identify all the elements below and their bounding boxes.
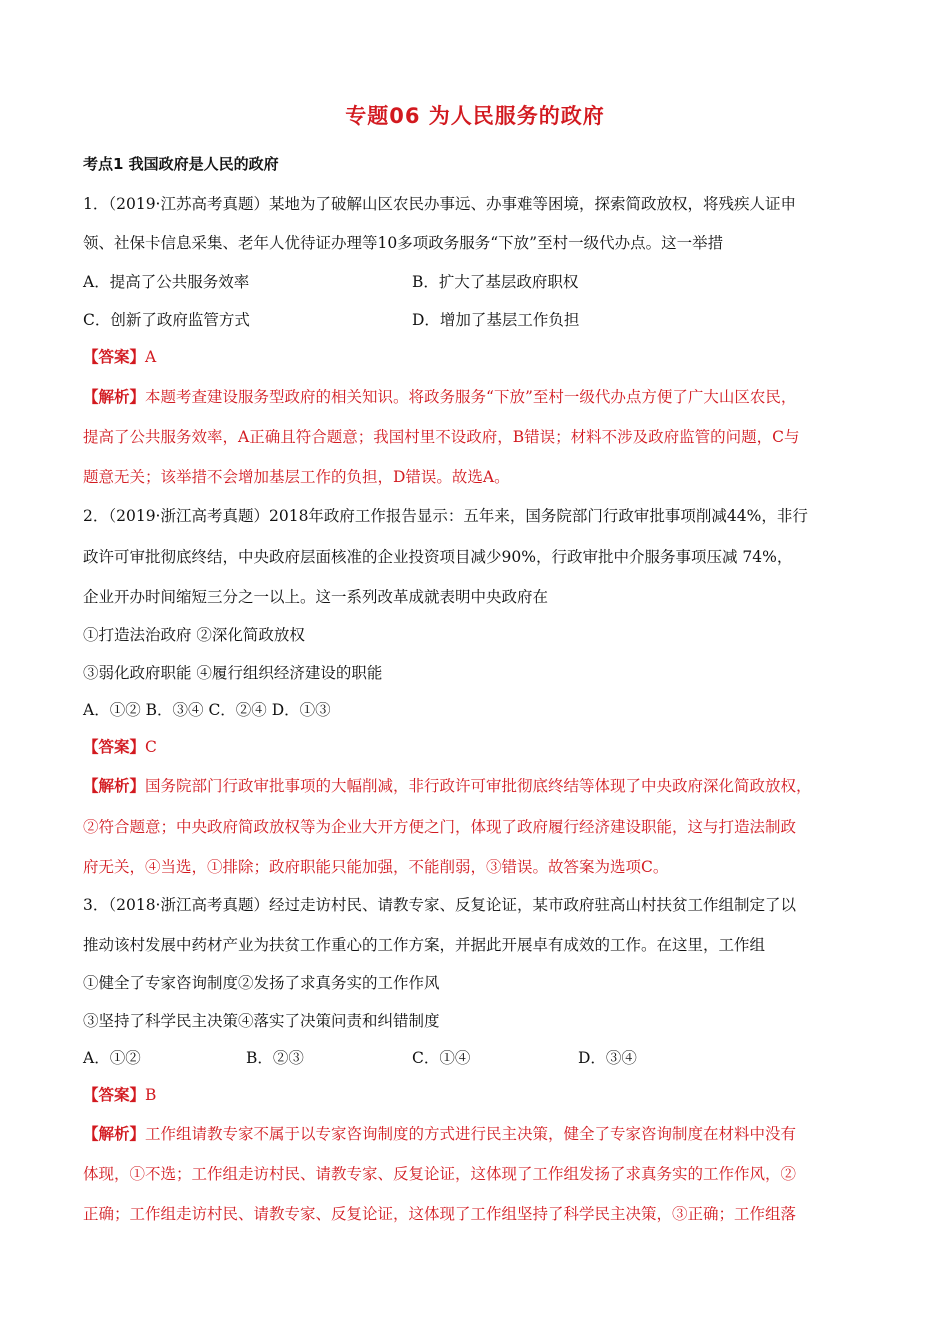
q1-option-a: A．提高了公共服务效率 <box>83 273 250 291</box>
q2-analysis-line: 府无关，④当选，①排除；政府职能只能加强，不能削弱，③错误。故答案为选项C。 <box>83 858 669 876</box>
q3-analysis-text: 工作组请教专家不属于以专家咨询制度的方式进行民主决策，健全了专家咨询制度在材料中没有 <box>145 1125 797 1143</box>
answer-tag: 【答案】 <box>83 1085 146 1104</box>
analysis-tag: 【解析】 <box>83 776 146 795</box>
q1-analysis-line: 题意无关；该举措不会增加基层工作的负担，D错误。故选A。 <box>83 468 510 486</box>
q3-items: ①健全了专家咨询制度②发扬了求真务实的工作作风 <box>83 974 440 992</box>
q3-stem-line: 3．（2018·浙江高考真题）经过走访村民、请教专家、反复论证，某市政府驻高山村扶贫工作组制定了以 <box>83 896 796 914</box>
q2-analysis-text: 国务院部门行政审批事项的大幅削减，非行政许可审批彻底终结等体现了中央政府深化简政放权， <box>145 777 812 795</box>
q3-answer <box>83 1083 156 1105</box>
q2-items: ①打造法治政府 ②深化简政放权 <box>83 626 305 644</box>
q2-analysis <box>83 774 812 796</box>
answer-tag: 【答案】 <box>83 347 146 366</box>
q3-analysis-line: 正确；工作组走访村民、请教专家、反复论证，这体现了工作组坚持了科学民主决策，③正确；工作组落 <box>83 1205 797 1223</box>
q1-analysis-line: 提高了公共服务效率，A正确且符合题意；我国村里不设政府，B错误；材料不涉及政府监管的问题，C与 <box>83 428 800 446</box>
q2-stem-line: 2．（2019·浙江高考真题）2018年政府工作报告显示：五年来，国务院部门行政审批事项削减44%，非行 <box>83 507 808 525</box>
q3-answer-value: B <box>145 1086 157 1104</box>
q1-option-b: B．扩大了基层政府职权 <box>412 273 579 291</box>
q1-stem-line: 1．（2019·江苏高考真题）某地为了破解山区农民办事远、办事难等困境，探索简政放权，将残疾人证申 <box>83 195 796 213</box>
q1-option-d: D．增加了基层工作负担 <box>412 311 580 329</box>
section-heading: 考点1 我国政府是人民的政府 <box>83 155 279 173</box>
q1-stem-line: 领、社保卡信息采集、老年人优待证办理等10多项政务服务“下放”至村一级代办点。这一举措 <box>83 234 724 252</box>
analysis-tag: 【解析】 <box>83 1124 146 1143</box>
q1-answer-value: A <box>145 348 157 366</box>
analysis-tag: 【解析】 <box>83 387 146 406</box>
q2-answer-value: C <box>145 738 157 756</box>
q3-analysis-line: 体现，①不选；工作组走访村民、请教专家、反复论证，这体现了工作组发扬了求真务实的工作作风，② <box>83 1165 797 1183</box>
q1-option-c: C．创新了政府监管方式 <box>83 311 250 329</box>
q2-items: ③弱化政府职能 ④履行组织经济建设的职能 <box>83 664 383 682</box>
q2-analysis-line: ②符合题意；中央政府简政放权等为企业大开方便之门，体现了政府履行经济建设职能，这与打造法制政 <box>83 818 797 836</box>
q1-answer <box>83 345 156 367</box>
q1-analysis <box>83 385 796 407</box>
q3-stem-line: 推动该村发展中药材产业为扶贫工作重心的工作方案，并据此开展卓有成效的工作。在这里，工作组 <box>83 936 766 954</box>
q1-analysis-text: 本题考查建设服务型政府的相关知识。将政务服务“下放”至村一级代办点方便了广大山区农民， <box>145 388 797 406</box>
q2-answer <box>83 735 157 757</box>
q3-option-b: B．②③ <box>246 1049 304 1067</box>
q3-option-d: D．③④ <box>578 1049 637 1067</box>
q3-option-a: A．①② <box>83 1049 141 1067</box>
q3-analysis <box>83 1122 796 1144</box>
answer-tag: 【答案】 <box>83 737 146 756</box>
q2-options: A．①② B．③④ C．②④ D．①③ <box>83 701 331 719</box>
q2-stem-line: 企业开办时间缩短三分之一以上。这一系列改革成就表明中央政府在 <box>83 588 549 606</box>
q2-stem-line: 政许可审批彻底终结，中央政府层面核准的企业投资项目减少90%，行政审批中介服务事项压减 74%， <box>83 548 793 566</box>
page-title: 专题06 为人民服务的政府 <box>345 104 605 128</box>
q3-items: ③坚持了科学民主决策④落实了决策问责和纠错制度 <box>83 1012 440 1030</box>
q3-option-c: C．①④ <box>412 1049 471 1067</box>
